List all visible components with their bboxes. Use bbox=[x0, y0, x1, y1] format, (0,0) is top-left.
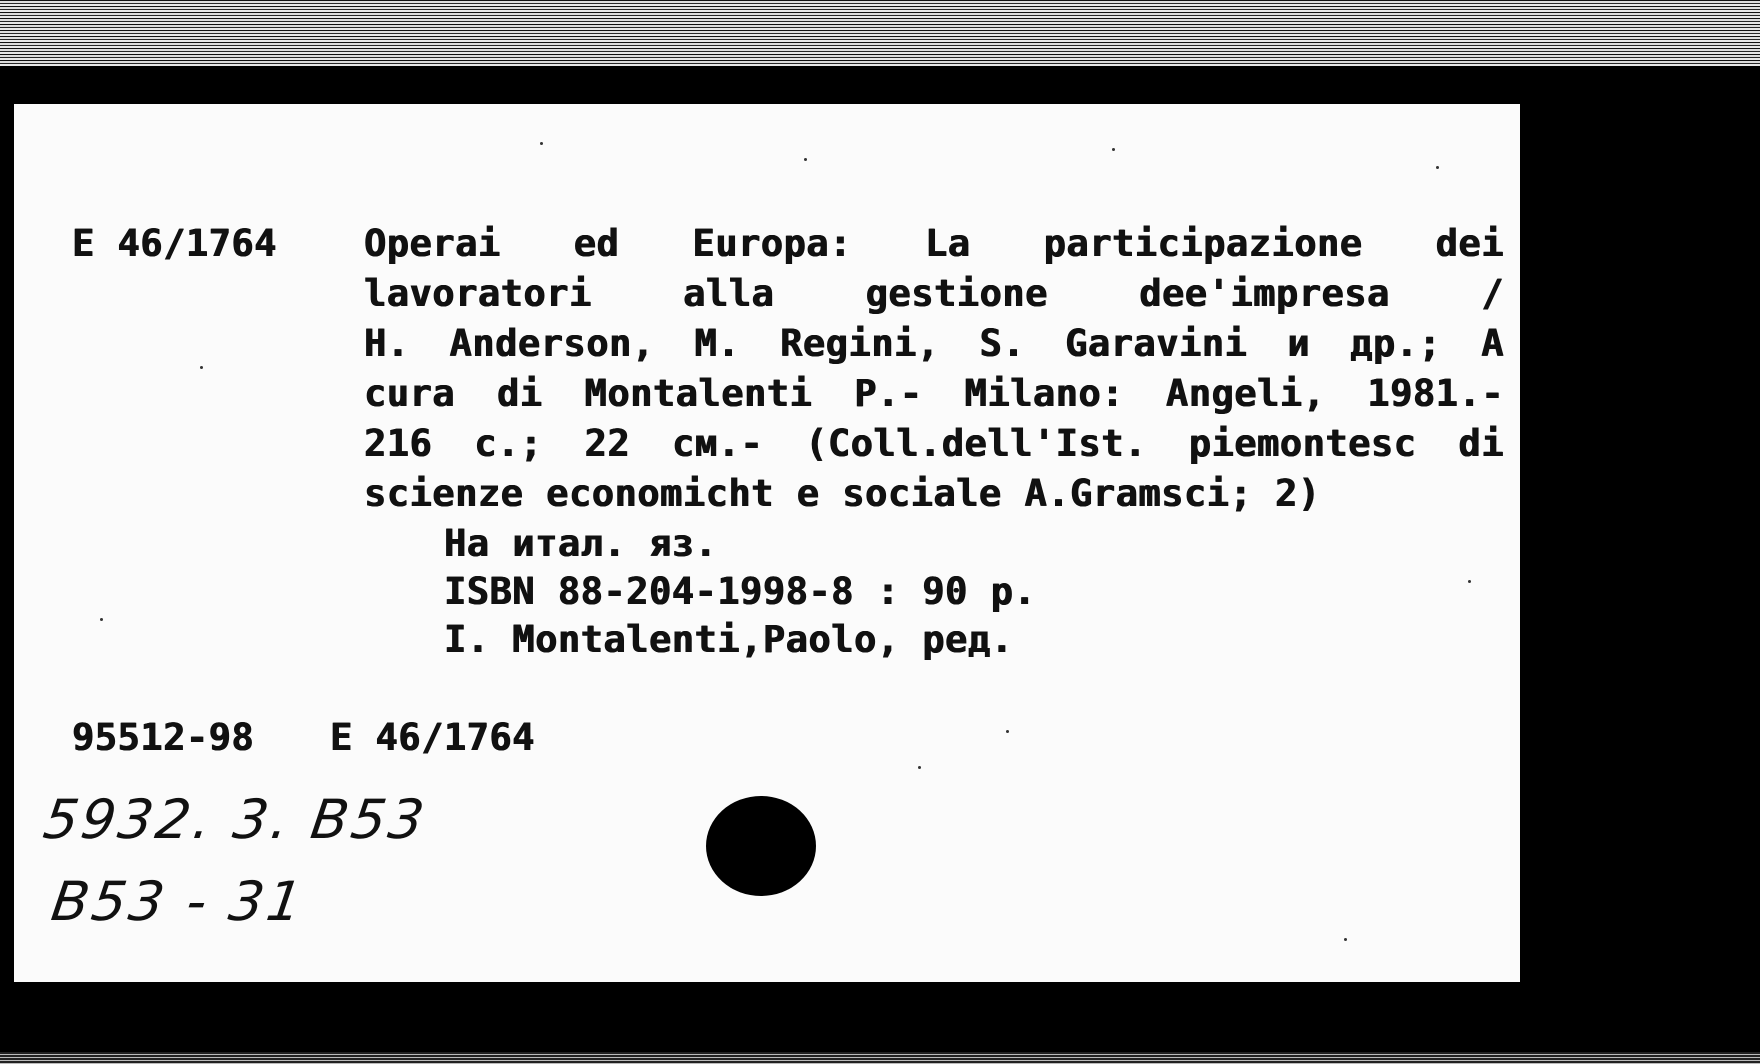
description-line-5: 216 c.; 22 см.- (Coll.dell'Ist. piemontesc di bbox=[364, 422, 1504, 465]
inventory-number: 95512-98 bbox=[72, 716, 255, 759]
dust-speck bbox=[1006, 730, 1009, 733]
dust-speck bbox=[100, 618, 103, 621]
dust-speck bbox=[1468, 580, 1471, 583]
language-note: На итал. яз. bbox=[444, 522, 718, 565]
handwritten-shelfmark: 5932. 3. B53 bbox=[39, 788, 431, 851]
dust-speck bbox=[540, 142, 543, 145]
dust-speck bbox=[804, 158, 807, 161]
dust-speck bbox=[200, 366, 203, 369]
description-line-3: H. Anderson, M. Regini, S. Garavini и др.; A bbox=[364, 322, 1504, 365]
handwritten-code: B53 - 31 bbox=[47, 870, 309, 933]
dust-speck bbox=[1112, 148, 1115, 151]
call-number: E 46/1764 bbox=[72, 222, 277, 265]
description-line-6: scienze economicht e sociale A.Gramsci; 2) bbox=[364, 472, 1321, 515]
call-number-repeat: E 46/1764 bbox=[330, 716, 535, 759]
dust-speck bbox=[918, 766, 921, 769]
punch-hole bbox=[706, 796, 816, 896]
dust-speck bbox=[1344, 938, 1347, 941]
description-line-4: cura di Montalenti P.- Milano: Angeli, 1981.- bbox=[364, 372, 1504, 415]
scanner-top-band bbox=[0, 0, 1760, 72]
dust-speck bbox=[1436, 166, 1439, 169]
isbn-line: ISBN 88-204-1998-8 : 90 p. bbox=[444, 570, 1037, 613]
added-entry-line: I. Montalenti,Paolo, ред. bbox=[444, 618, 1014, 661]
card-edge-shadow bbox=[1520, 104, 1530, 982]
description-line-2: lavoratori alla gestione dee'impresa / bbox=[364, 272, 1504, 315]
description-line-1: Operai ed Europa: La participazione dei bbox=[364, 222, 1504, 265]
scanner-bottom-band bbox=[0, 1052, 1760, 1064]
